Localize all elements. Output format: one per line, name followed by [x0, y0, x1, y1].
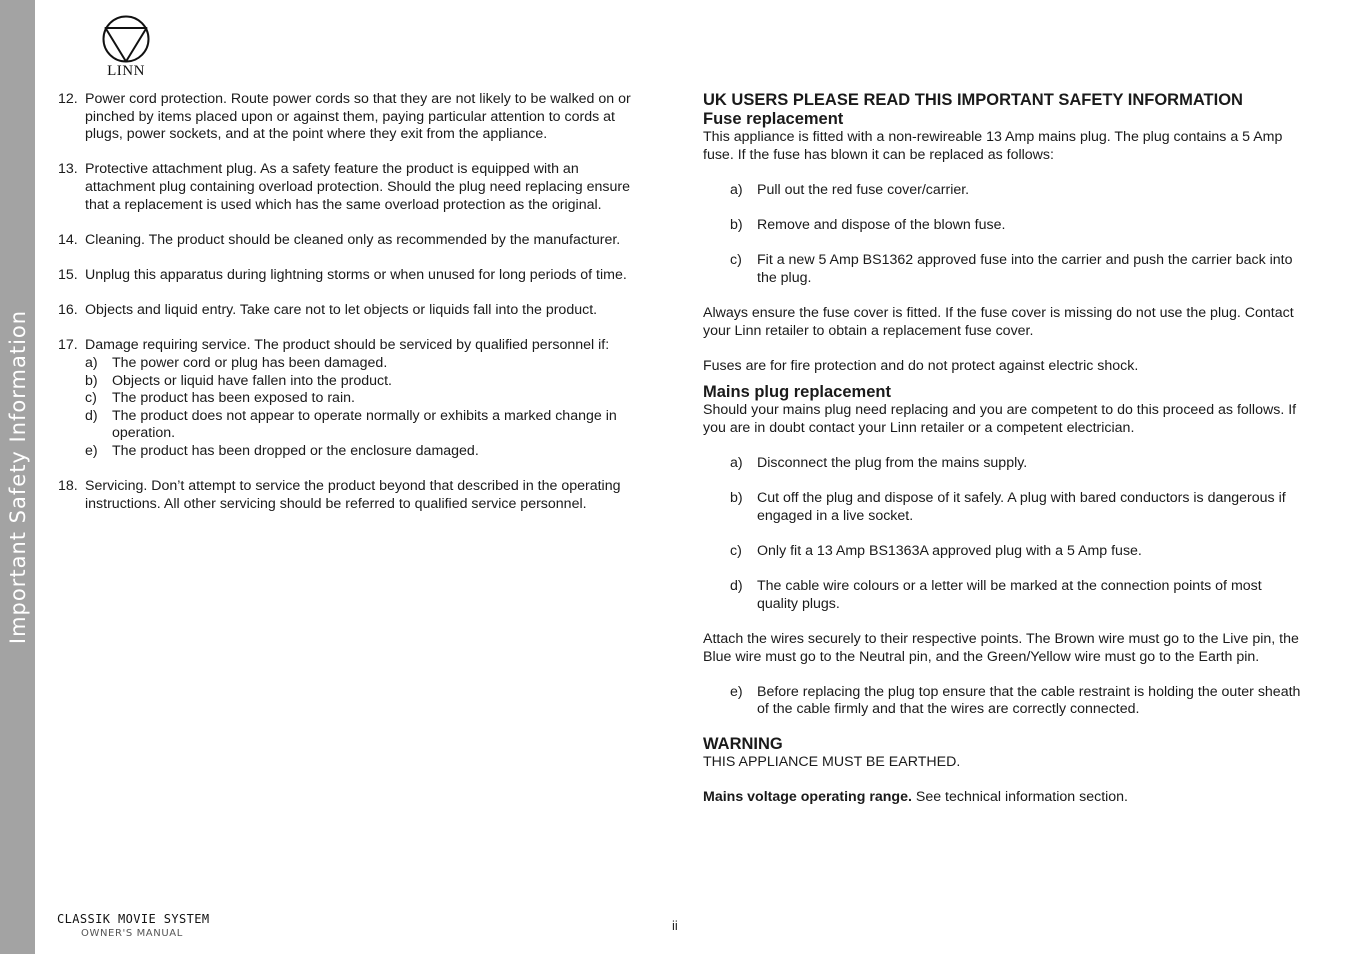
- mains-heading: Mains plug replacement: [703, 383, 891, 402]
- sidebar-strip: [0, 0, 35, 954]
- fuse-cover-note: Always ensure the fuse cover is fitted. If the fuse cover is missing do not use the plug. Contact your Linn retailer to obtain a replacement fuse cover.: [703, 304, 1294, 339]
- mains-step: [730, 578, 1303, 613]
- sub-letter: b): [85, 372, 98, 389]
- page-number: ii: [672, 918, 678, 933]
- list-item: [58, 302, 648, 320]
- fuse-step: [730, 217, 1303, 235]
- step-letter: c): [730, 252, 742, 269]
- fuse-step: [730, 252, 1303, 287]
- linn-logo-icon: [100, 15, 152, 63]
- sub-text: The power cord or plug has been damaged.: [112, 354, 388, 371]
- step-text: Before replacing the plug top ensure that the cable restraint is holding the outer sheath of the cable firmly and that the wires are correctly connected.: [757, 683, 1301, 718]
- left-column: [58, 91, 648, 531]
- item-text: Servicing. Don’t attempt to service the product beyond that described in the operating instructions. All other servicing should be referred to qualified service personnel.: [85, 478, 621, 512]
- list-item: [58, 337, 648, 460]
- step-text: Remove and dispose of the blown fuse.: [757, 216, 1006, 233]
- voltage-note: [703, 789, 1303, 807]
- item-text: Unplug this apparatus during lightning storms or when unused for long periods of time.: [85, 266, 627, 283]
- step-letter: a): [730, 455, 743, 472]
- step-text: Cut off the plug and dispose of it safely. A plug with bared conductors is dangerous if engaged in a live socket.: [757, 490, 1286, 524]
- step-letter: c): [730, 543, 742, 560]
- sub-item: [85, 355, 648, 373]
- step-text: Disconnect the plug from the mains supply.: [757, 455, 1028, 472]
- item-text: Protective attachment plug. As a safety feature the product is equipped with an attachment plug containing overload protection. Should the plug need replacing ensure that a replacement is used which has the same overload protection as the original.: [85, 161, 631, 213]
- list-item: [58, 478, 648, 513]
- list-item: [58, 91, 648, 144]
- fuse-step: [730, 182, 1303, 200]
- mains-step: [730, 684, 1303, 719]
- sub-item: [85, 443, 648, 461]
- step-text: The cable wire colours or a letter will be marked at the connection points of most quality plugs.: [757, 578, 1262, 612]
- linn-logo-text: LINN: [107, 63, 145, 79]
- fuse-intro: This appliance is fitted with a non-rewireable 13 Amp mains plug. The plug contains a 5 Amp fuse. If the fuse has blown it can be replaced as follows:: [703, 129, 1283, 163]
- item-number: 17.: [58, 337, 78, 354]
- sub-text: Objects or liquid have fallen into the product.: [112, 372, 392, 389]
- footer-subtitle: OWNER'S MANUAL: [81, 928, 183, 939]
- fuse-heading: Fuse replacement: [703, 110, 844, 128]
- list-item: [58, 267, 648, 285]
- wires-note: Attach the wires securely to their respective points. The Brown wire must go to the Live pin, the Blue wire must go to the Neutral pin, and the Green/Yellow wire must go to the Earth pin.: [703, 631, 1299, 665]
- item-number: 18.: [58, 478, 78, 495]
- list-item: [58, 232, 648, 250]
- item-text: Objects and liquid entry. Take care not to let objects or liquids fall into the product.: [85, 302, 598, 319]
- item-number: 14.: [58, 231, 78, 248]
- step-text: Fit a new 5 Amp BS1362 approved fuse into the carrier and push the carrier back into the plug.: [757, 252, 1293, 286]
- item-text: Damage requiring service. The product should be serviced by qualified personnel if:: [85, 337, 610, 354]
- step-letter: b): [730, 490, 743, 507]
- mains-step: [730, 490, 1303, 525]
- sub-item: [85, 373, 648, 391]
- item-text: Cleaning. The product should be cleaned only as recommended by the manufacturer.: [85, 231, 621, 248]
- item-number: 15.: [58, 266, 78, 283]
- voltage-text: See technical information section.: [911, 788, 1129, 805]
- mains-step: [730, 455, 1303, 473]
- step-text: Pull out the red fuse cover/carrier.: [757, 181, 970, 198]
- list-item: [58, 161, 648, 214]
- warning-heading: WARNING: [703, 734, 783, 753]
- footer-title: CLASSIK MOVIE SYSTEM: [57, 912, 210, 926]
- right-column: [703, 91, 1303, 824]
- item-number: 13.: [58, 161, 78, 178]
- sub-item: [85, 408, 648, 443]
- linn-logo: [100, 15, 152, 81]
- sub-text: The product has been exposed to rain.: [112, 390, 355, 407]
- sub-text: The product does not appear to operate normally or exhibits a marked change in operation.: [112, 407, 617, 442]
- step-letter: d): [730, 578, 743, 595]
- step-text: Only fit a 13 Amp BS1363A approved plug with a 5 Amp fuse.: [757, 543, 1142, 560]
- sidebar-title: Important Safety Information: [6, 309, 30, 645]
- sub-letter: a): [85, 354, 98, 371]
- mains-intro: Should your mains plug need replacing and you are competent to do this proceed as follows. If you are in doubt contact your Linn retailer or a competent electrician.: [703, 402, 1297, 436]
- step-letter: e): [730, 683, 743, 700]
- fuse-fire-note: Fuses are for fire protection and do not protect against electric shock.: [703, 357, 1139, 374]
- warning-text: THIS APPLIANCE MUST BE EARTHED.: [703, 753, 961, 770]
- sub-letter: c): [85, 390, 97, 407]
- item-number: 12.: [58, 91, 78, 107]
- mains-step: [730, 543, 1303, 561]
- item-text: Power cord protection. Route power cords so that they are not likely to be walked on or pinched by items placed upon or against them, paying particular attention to cords at plugs, power sockets, and at the point where they exit from the appliance.: [85, 91, 631, 143]
- sub-text: The product has been dropped or the enclosure damaged.: [112, 442, 479, 459]
- sub-letter: d): [85, 407, 98, 424]
- item-number: 16.: [58, 302, 78, 319]
- sub-letter: e): [85, 442, 98, 459]
- sub-item: [85, 390, 648, 408]
- uk-safety-heading: UK USERS PLEASE READ THIS IMPORTANT SAFETY INFORMATION: [703, 91, 1243, 109]
- voltage-label: Mains voltage operating range.: [703, 788, 912, 805]
- step-letter: a): [730, 181, 743, 198]
- step-letter: b): [730, 216, 743, 233]
